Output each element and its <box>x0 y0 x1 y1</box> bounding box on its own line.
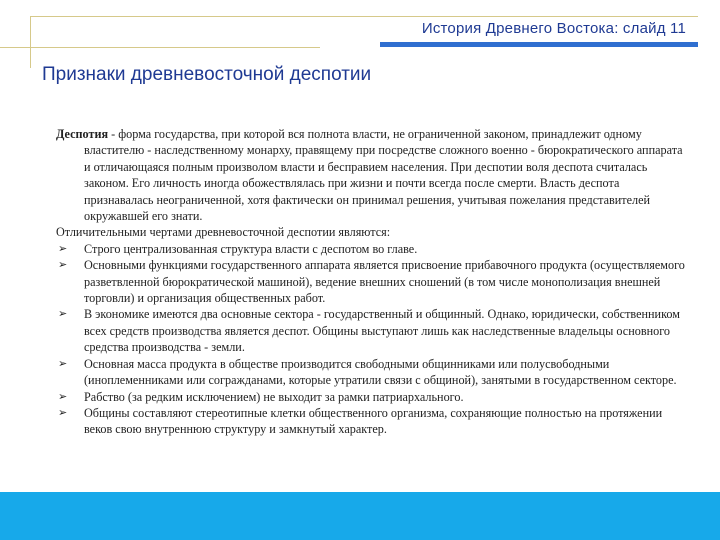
frame-top-line <box>30 16 698 17</box>
arrowhead-bullet-icon: ➢ <box>58 356 68 370</box>
frame-title-line <box>0 47 320 48</box>
header-accent-bar <box>380 42 698 47</box>
arrowhead-bullet-icon: ➢ <box>58 405 68 419</box>
list-item-text: Основными функциями государственного аппарата является присвоение прибавочного продукта (осуществляемого разветвленной бюрократической машиной), ведение внешних сношений (в том числе монополизация внешней торговли) и организация общественных работ. <box>84 258 685 306</box>
list-item <box>56 356 686 389</box>
definition-paragraph <box>56 126 686 224</box>
list-item <box>56 306 686 355</box>
list-item <box>56 257 686 306</box>
list-item-text: Основная масса продукта в обществе производится свободными общинниками или полусвободными (иноплеменниками или согражданами, которые утратили связи с общиной), занятыми в государственном секторе. <box>84 356 677 388</box>
list-item-text: Рабство (за редким исключением) не выходит за рамки патриархального. <box>84 389 464 404</box>
arrowhead-bullet-icon: ➢ <box>58 389 68 403</box>
list-item-text: Строго централизованная структура власти с деспотом во главе. <box>84 241 418 256</box>
arrowhead-bullet-icon: ➢ <box>58 258 68 272</box>
definition-text: - форма государства, при которой вся полнота власти, не ограниченной законом, принадлежит одному властителю - наследственному монарху, правящему при посредстве сложного военно - бюрократического аппарата и отличающаяся полным произволом власти и бесправием населения. При деспотии воля деспота считалась законом. Его личность иногда обожествлялась при жизни и почти всегда после смерти. Власть деспота признавалась неограниченной, хотя фактически он принимал решения, учитывая пожелания представителей окружавшей его знати. <box>84 127 683 224</box>
slide-content <box>56 126 686 438</box>
list-item <box>56 241 686 257</box>
footer-bar <box>0 492 720 540</box>
features-heading: Отличительными чертами древневосточной деспотии являются: <box>56 225 391 240</box>
list-item <box>56 389 686 405</box>
list-item-text: Общины составляют стереотипные клетки общественного организма, сохраняющие полностью на протяжении веков свою внутреннюю структуру и замкнутый характер. <box>84 405 663 437</box>
arrowhead-bullet-icon: ➢ <box>58 307 68 321</box>
definition-term: Деспотия <box>56 127 109 141</box>
features-list <box>56 241 686 438</box>
slide-header-label: История Древнего Востока: слайд 11 <box>421 20 686 37</box>
frame-left-line <box>30 16 31 68</box>
arrowhead-bullet-icon: ➢ <box>58 241 68 255</box>
list-item <box>56 405 686 438</box>
slide-title: Признаки древневосточной деспотии <box>42 64 372 85</box>
list-item-text: В экономике имеются два основные сектора - государственный и общинный. Однако, юридически, собственником всех средств производства является деспот. Общины выступают лишь как наследственные владельцы основного средства производства - земли. <box>84 307 680 355</box>
